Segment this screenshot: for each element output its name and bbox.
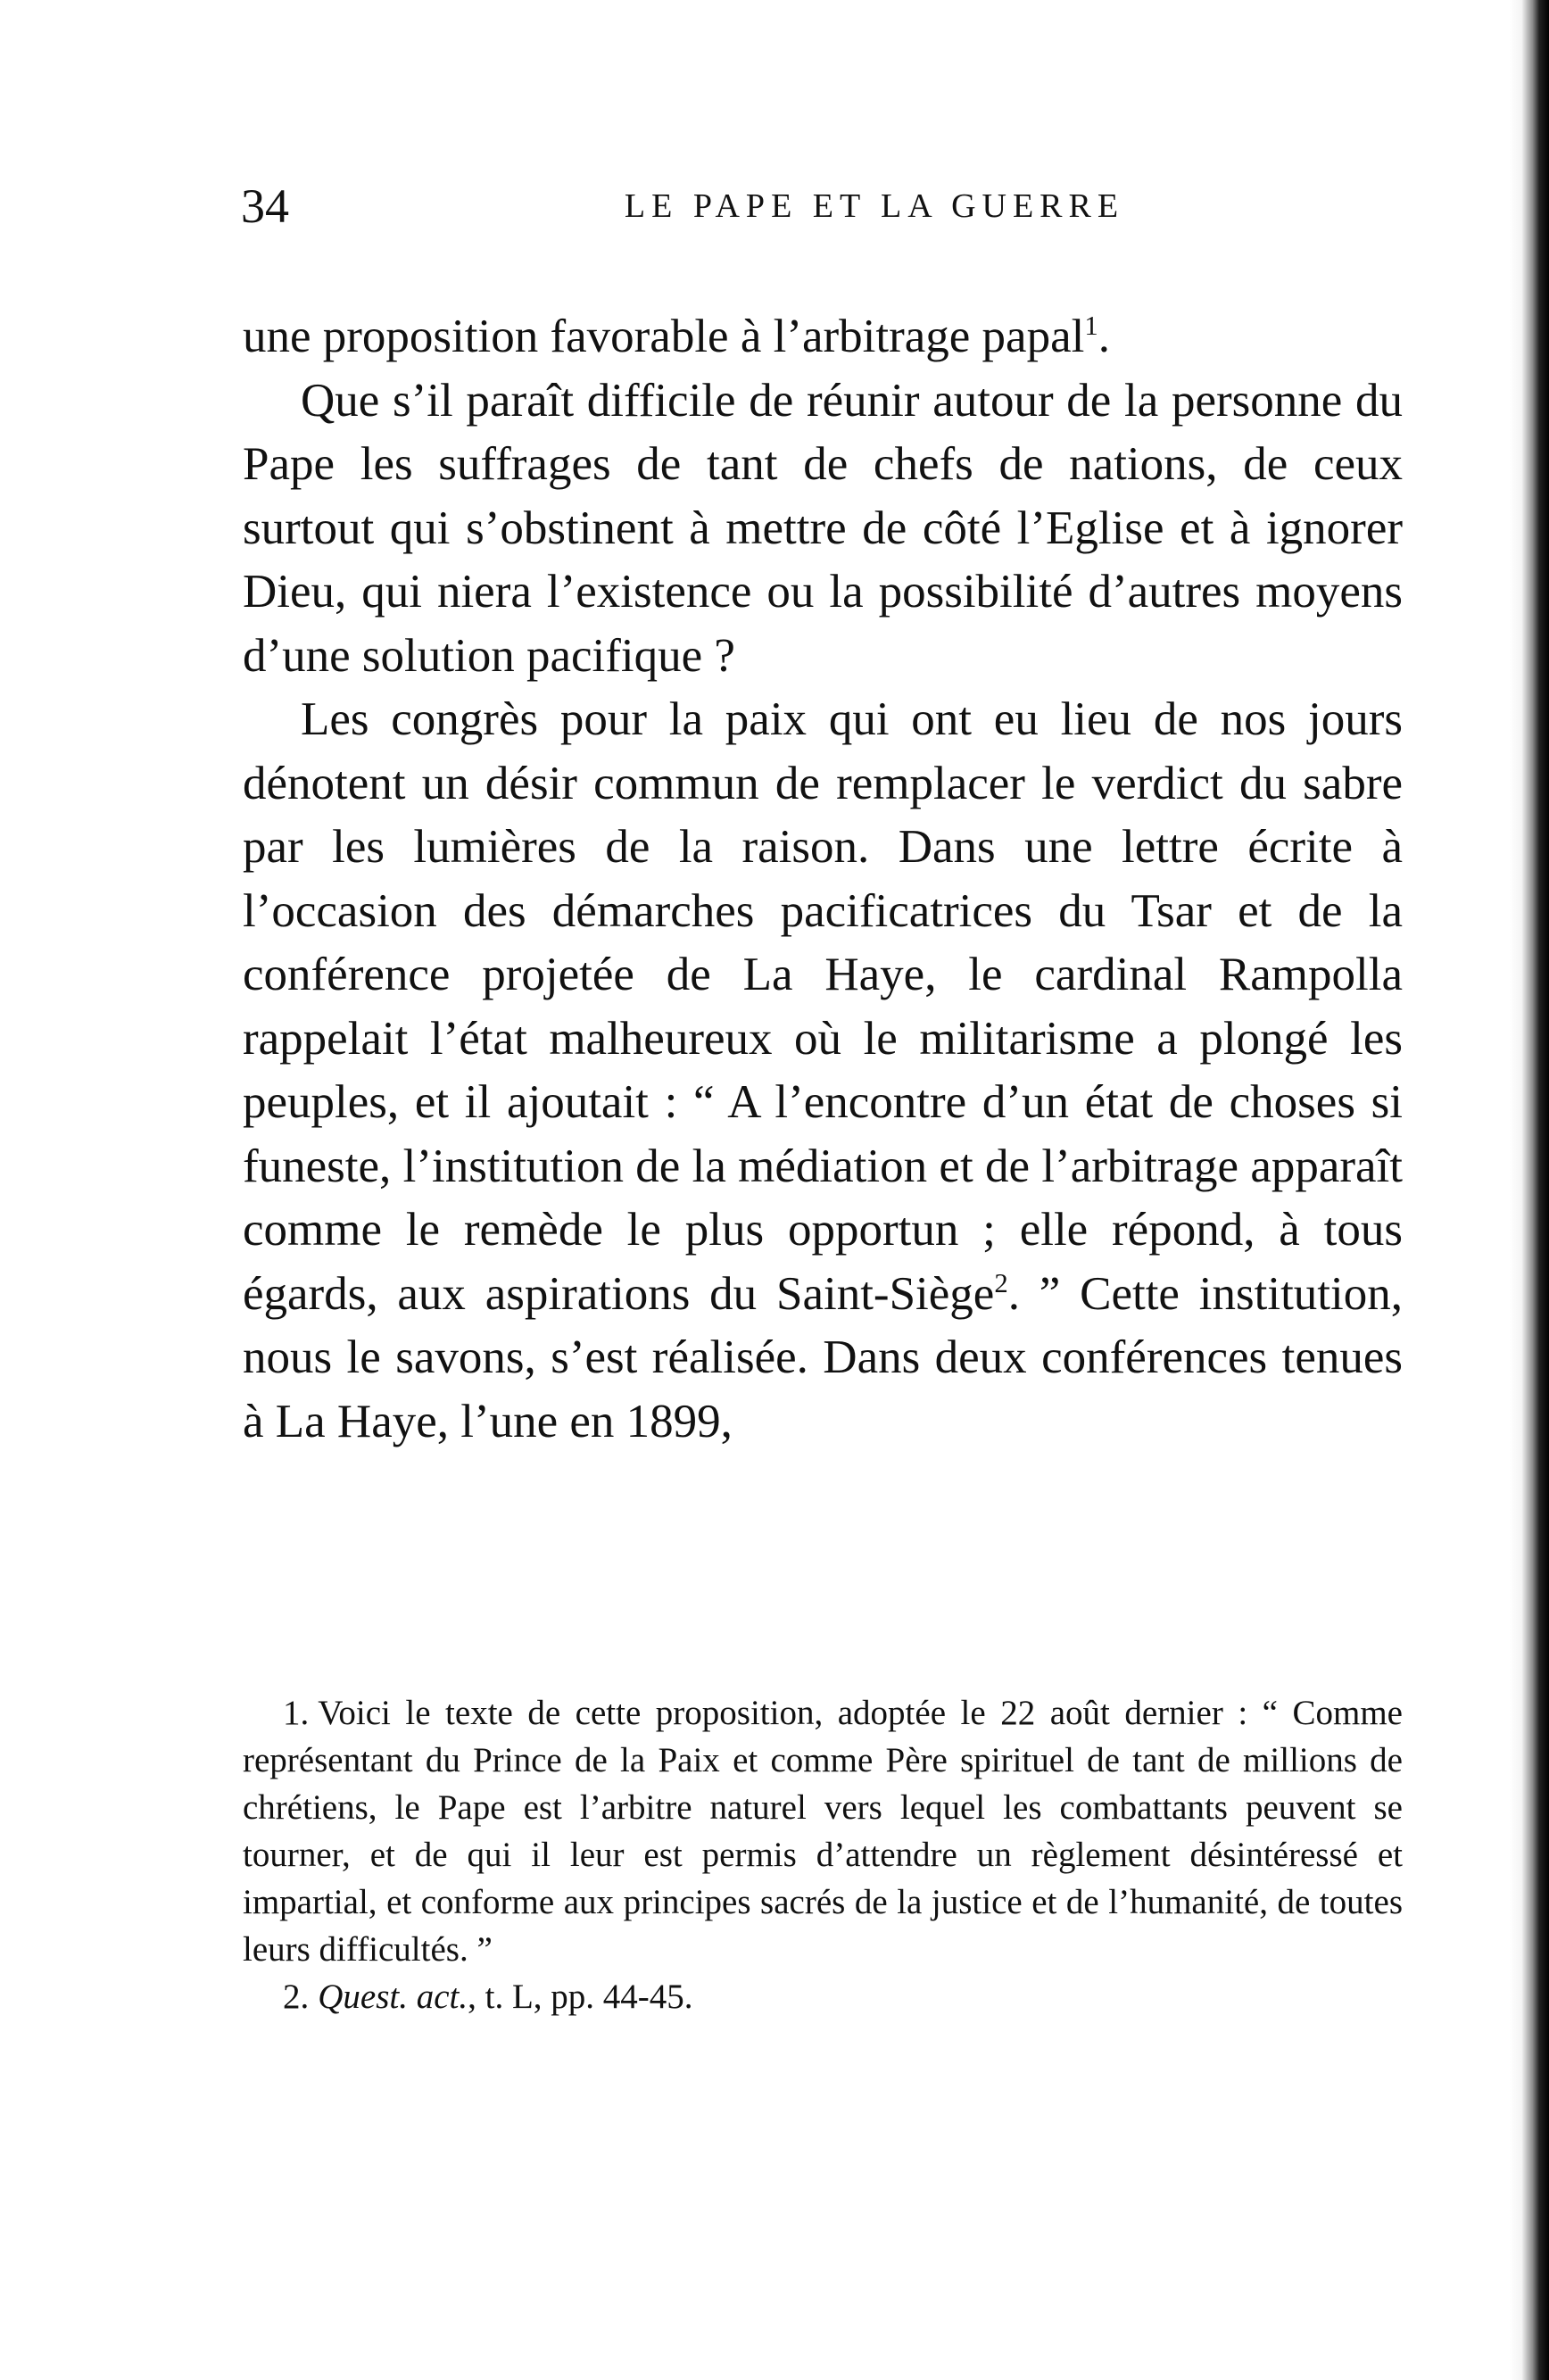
paragraph xyxy=(243,688,1403,1454)
footnote-number: 1. xyxy=(283,1694,310,1732)
footnote-number: 2. xyxy=(283,1978,310,2016)
footnote xyxy=(243,1973,1403,2020)
footnote-text: , t. L, pp. 44-45. xyxy=(468,1978,693,2016)
footnotes xyxy=(243,1689,1403,2020)
binding-edge xyxy=(1510,0,1549,2380)
paragraph-text: . ” Cette institution, nous le savons, s’est réalisée. Dans deux conférences tenues à La Haye, l’une en 1899, xyxy=(243,1267,1403,1447)
footnote-ref-2: 2 xyxy=(994,1267,1008,1298)
main-text xyxy=(243,305,1403,1454)
footnote-text: Voici le texte de cette proposition, adoptée le 22 août dernier : “ Comme représentant du Prince de la Paix et comme Père spirituel de tant de millions de chrétiens, le Pape est l’arbitre naturel vers lequel les combattants peuvent se tourner, et de qui il leur est permis d’attendre un règlement désintéressé et impartial, et conforme aux principes sacrés de la justice et de l’humanité, de toutes leurs difficultés. ” xyxy=(243,1694,1403,1969)
paragraph-text: une proposition favorable à l’arbitrage papal xyxy=(243,311,1085,362)
paragraph: Que s’il paraît difficile de réunir autour de la personne du Pape les suffrages de tant de chefs de nations, de ceux surtout qui s’obstinent à mettre de côté l’Eglise et à ignorer Dieu, qui niera l’existence ou la possibilité d’autres moyens d’une solution pacifique ? xyxy=(243,374,1403,682)
footnote xyxy=(243,1689,1403,1973)
page-header xyxy=(241,175,1428,237)
running-head: LE PAPE ET LA GUERRE xyxy=(624,187,1125,225)
footnote-source: Quest. act. xyxy=(318,1978,468,2016)
paragraph-end: . xyxy=(1098,311,1110,362)
paragraph-continued xyxy=(243,305,1403,369)
footnote-ref-1: 1 xyxy=(1084,310,1098,341)
page-number: 34 xyxy=(241,179,289,233)
paragraph-text: Les congrès pour la paix qui ont eu lieu de nos jours dénotent un désir commun de remplacer le verdict du sabre par les lumières de la raison. Dans une lettre écrite à l’occasion des démarches pacificatrices du Tsar et de la conférence projetée de La Haye, le cardinal Rampolla rappelait l’état malheureux où le militarisme a plongé les peuples, et il ajoutait : “ A l’encontre d’un état de choses si funeste, l’institution de la médiation et de l’arbitrage apparaît comme le remède le plus opportun ; elle répond, à tous égards, aux aspirations du Saint-Siège xyxy=(243,693,1403,1320)
